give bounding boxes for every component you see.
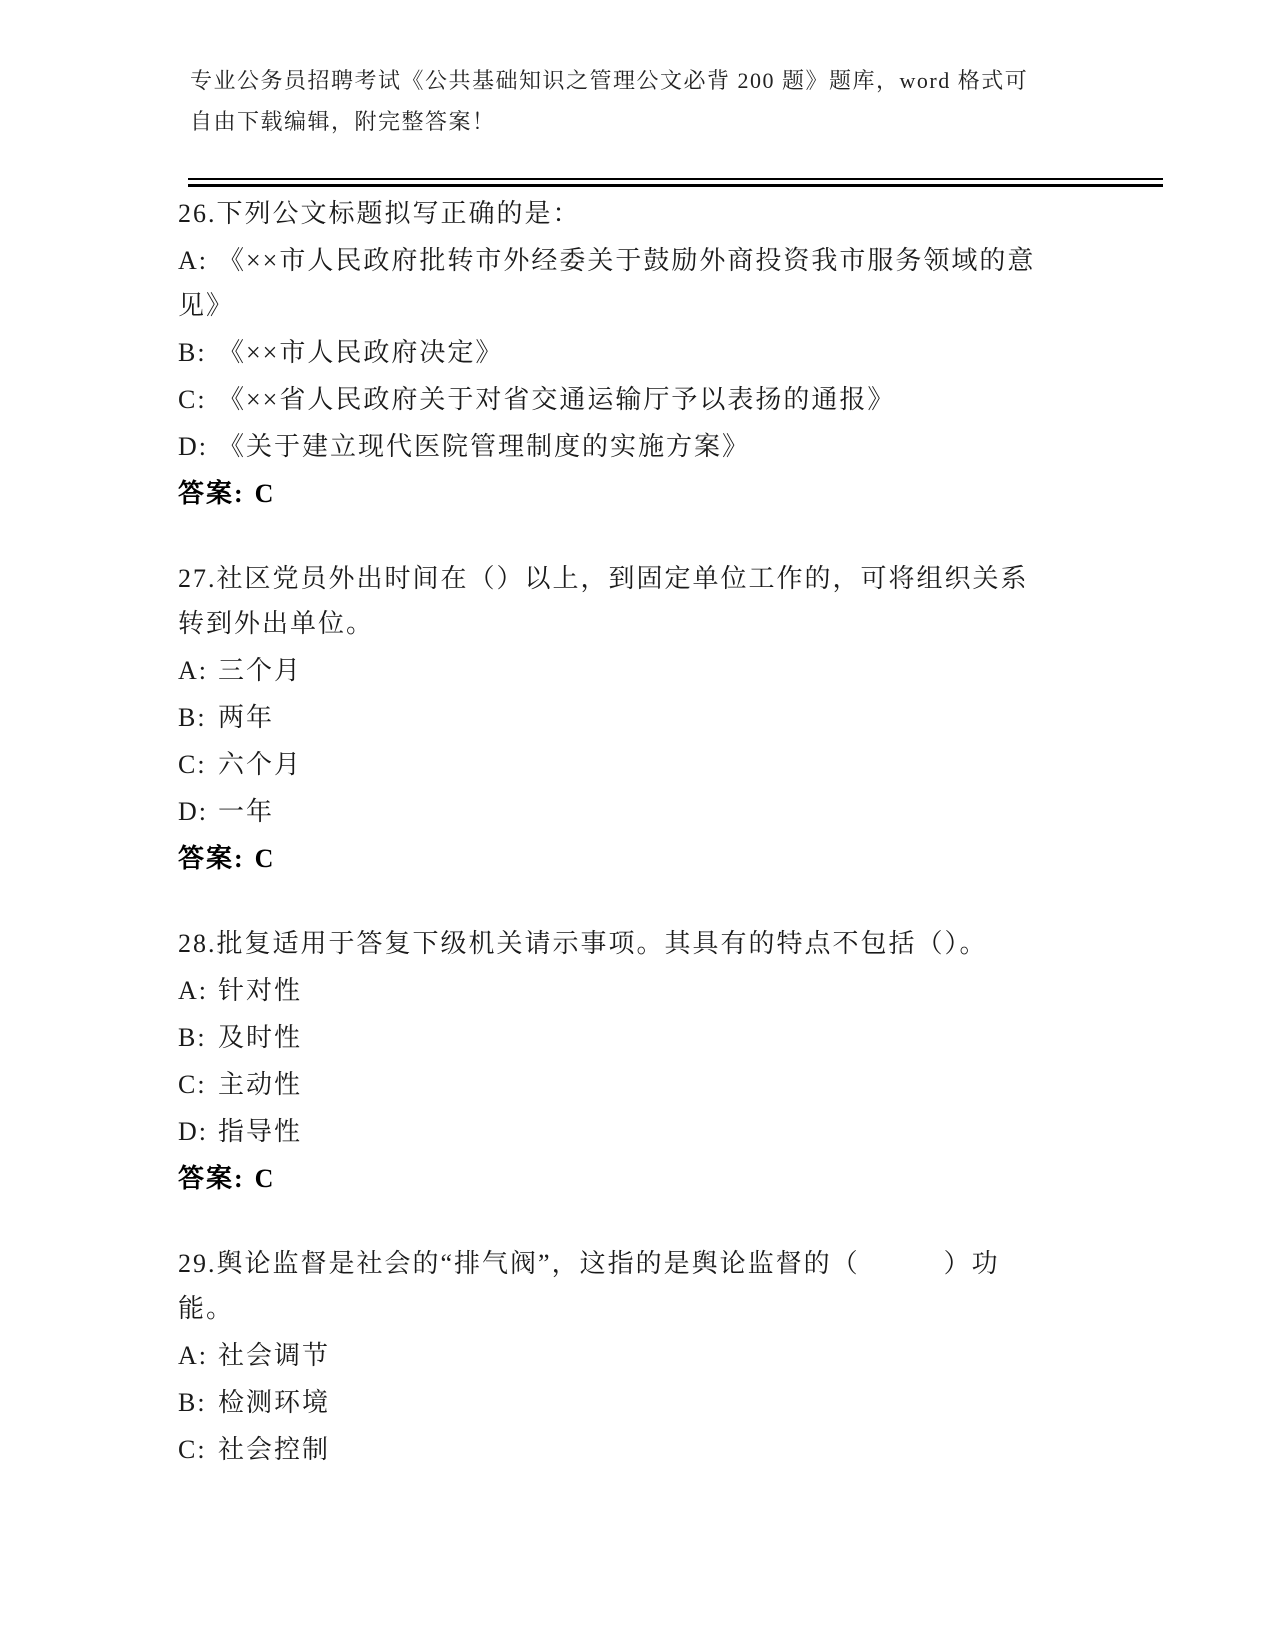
question-title: 26.下列公文标题拟写正确的是： — [178, 199, 581, 228]
option-text: 六个月 — [218, 750, 303, 779]
answer-label: 答案: — [178, 479, 245, 508]
option-row — [178, 1062, 1043, 1107]
option-label: A: — [178, 246, 208, 275]
option-label: B: — [178, 1388, 207, 1417]
question-26 — [178, 191, 1043, 516]
option-row — [178, 695, 1043, 740]
answer-value: C — [254, 1164, 276, 1193]
option-row — [178, 1109, 1043, 1154]
option-label: D: — [178, 432, 208, 461]
answer-row — [178, 836, 1043, 881]
question-title: 27.社区党员外出时间在（）以上，到固定单位工作的，可将组织关系转到外出单位。 — [178, 564, 1029, 638]
option-row — [178, 1380, 1043, 1425]
option-text: 《××市人民政府批转市外经委关于鼓励外商投资我市服务领域的意见》 — [178, 246, 1036, 320]
option-label: B: — [178, 1023, 207, 1052]
question-title: 28.批复适用于答复下级机关请示事项。其具有的特点不包括（）。 — [178, 929, 988, 958]
option-row — [178, 648, 1043, 693]
answer-row — [178, 471, 1043, 516]
option-text: 《××市人民政府决定》 — [218, 338, 504, 367]
option-label: B: — [178, 338, 207, 367]
question-title: 29.舆论监督是社会的“排气阀”，这指的是舆论监督的（ ）功能。 — [178, 1249, 1000, 1323]
option-label: A: — [178, 976, 208, 1005]
answer-value: C — [254, 479, 276, 508]
option-row — [178, 742, 1043, 787]
option-row — [178, 377, 1043, 422]
option-text: 三个月 — [218, 656, 303, 685]
option-label: D: — [178, 797, 208, 826]
option-text: 社会控制 — [218, 1435, 331, 1464]
option-text: 社会调节 — [218, 1341, 331, 1370]
option-text: 针对性 — [218, 976, 303, 1005]
answer-label: 答案: — [178, 844, 245, 873]
option-label: D: — [178, 1117, 208, 1146]
option-row — [178, 330, 1043, 375]
option-label: C: — [178, 385, 207, 414]
question-29 — [178, 1241, 1043, 1472]
option-text: 检测环境 — [218, 1388, 331, 1417]
header-divider-line — [188, 178, 1163, 187]
question-27 — [178, 556, 1043, 881]
option-text: 及时性 — [218, 1023, 303, 1052]
option-label: A: — [178, 656, 208, 685]
option-text: 主动性 — [218, 1070, 303, 1099]
question-28 — [178, 921, 1043, 1201]
option-row — [178, 1333, 1043, 1378]
option-row — [178, 968, 1043, 1013]
option-text: 《关于建立现代医院管理制度的实施方案》 — [218, 432, 751, 461]
option-text: 指导性 — [218, 1117, 303, 1146]
option-label: A: — [178, 1341, 208, 1370]
option-label: C: — [178, 1435, 207, 1464]
option-text: 一年 — [218, 797, 275, 826]
answer-value: C — [254, 844, 276, 873]
option-row — [178, 789, 1043, 834]
answer-label: 答案: — [178, 1164, 245, 1193]
option-row — [178, 424, 1043, 469]
option-text: 两年 — [218, 703, 275, 732]
option-label: C: — [178, 750, 207, 779]
option-row — [178, 1015, 1043, 1060]
option-row — [178, 238, 1043, 328]
page-header-text: 专业公务员招聘考试《公共基础知识之管理公文必背 200 题》题库，word 格式可自由下载编辑，附完整答案！ — [190, 68, 1029, 134]
answer-row — [178, 1156, 1043, 1201]
option-row — [178, 1427, 1043, 1472]
option-label: C: — [178, 1070, 207, 1099]
option-text: 《××省人民政府关于对省交通运输厅予以表扬的通报》 — [218, 385, 896, 414]
option-label: B: — [178, 703, 207, 732]
